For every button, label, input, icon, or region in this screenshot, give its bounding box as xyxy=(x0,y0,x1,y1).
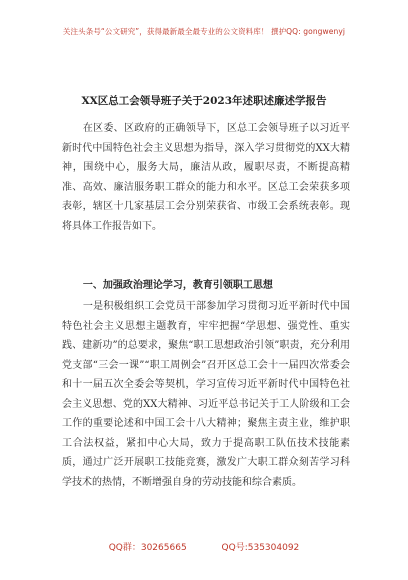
footer-contact xyxy=(0,540,408,553)
qq-number: QQ号:535304092 xyxy=(221,543,300,553)
section-heading xyxy=(62,276,350,296)
document-title: XX区总工会领导班子关于2023年述职述廉述学报告 xyxy=(81,95,327,107)
body-paragraph-2 xyxy=(62,297,350,492)
qq-group-number: QQ群：30265665 xyxy=(108,543,187,553)
header-banner: 关注头条号“公文研究”，获得最新最全最专业的公文资料库！ 撰护QQ: gongwenyj xyxy=(62,27,346,36)
body-paragraph-1 xyxy=(62,119,350,236)
section-heading-text: 一、加强政治理论学习，教育引领职工思想 xyxy=(62,280,273,291)
paragraph-text: 在区委、区政府的正确领导下，区总工会领导班子以习近平新时代中国特色社会主义思想为指导，深入学习贯彻党的XX大精神，围绕中心，服务大局，廉洁从政，履职尽责，不断提高精准、高效、廉洁服务职工群众的能力和水平。区总工会荣获多项表彰，辖区十几家基层工会分别荣获省、市级工会系统表彰。现将具体工作报告如下。 xyxy=(62,123,351,232)
paragraph-text: 一是积极组织工会党员干部参加学习贯彻习近平新时代中国特色社会主义思想主题教育，牢牢把握“学思想、强党性、重实践、建新功”的总要求，聚焦“职工思想政治引领”职责，充分利用党支部“三会一课”“职工周例会”召开区总工会十一届四次常委会和十一届五次全委会等契机，学习宣传习近平新时代中国特色社会主义思想、党的XX大精神、习近平总书记关于工人阶级和工会工作的重要论述和中国工会十八大精神；聚焦主责主业，维护职工合法权益，紧扣中心大局，致力于提高职工队伍技术技能素质，通过广泛开展职工技能竞赛，激发广大职工群众刻苦学习科学技术的热情，不断增强自身的劳动技能和综合素质。 xyxy=(62,301,351,488)
